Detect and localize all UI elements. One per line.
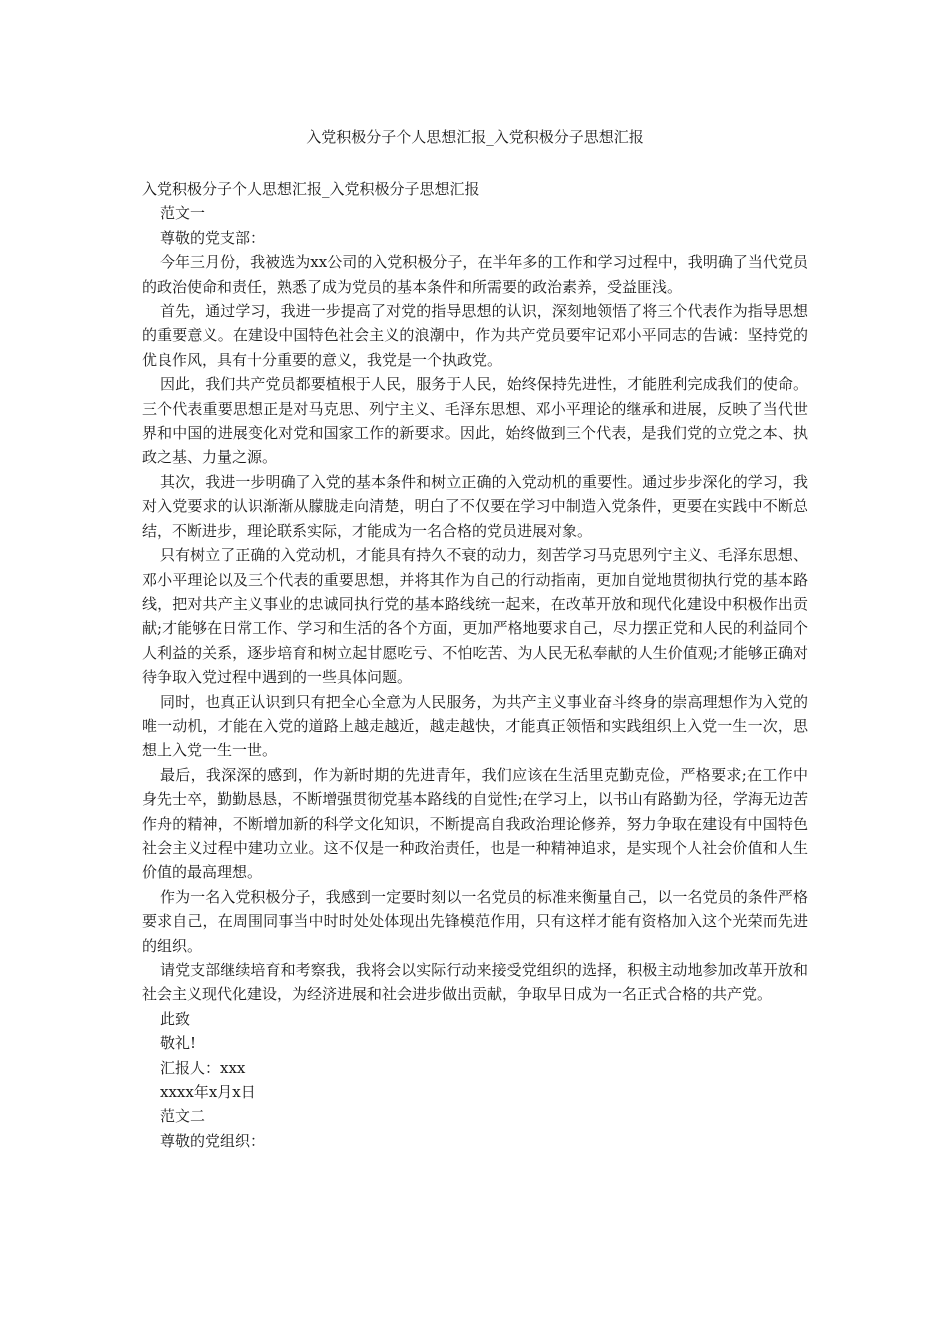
body-paragraph: 同时，也真正认识到只有把全心全意为人民服务，为共产主义事业奋斗终身的崇高理想作为入党的唯一动机，才能在入党的道路上越走越近，越走越快，才能真正领悟和实践组织上入党一生一次，思想上入党一生一世。 bbox=[142, 692, 808, 760]
body-paragraph: 其次，我进一步明确了入党的基本条件和树立正确的入党动机的重要性。通过步步深化的学习，我对入党要求的认识渐渐从朦胧走向清楚，明白了不仅要在学习中制造入党条件，更要在实践中不断总结，不断进步，理论联系实际，才能成为一名合格的党员进展对象。 bbox=[142, 472, 808, 540]
document-body bbox=[142, 177, 808, 1153]
closing-line: 此致 bbox=[160, 1009, 191, 1028]
closing-salute: 敬礼! bbox=[160, 1034, 197, 1053]
section-label-sample-two: 范文二 bbox=[160, 1107, 206, 1126]
document-title: 入党积极分子个人思想汇报_入党积极分子思想汇报 bbox=[306, 128, 644, 146]
body-paragraph: 最后，我深深的感到，作为新时期的先进青年，我们应该在生活里克勤克俭，严格要求;在工作中身先士卒，勤勤恳恳，不断增强贯彻党基本路线的自觉性;在学习上，以书山有路勤为径，学海无边苦作舟的精神，不断增加新的科学文化知识，不断提高自我政治理论修养，努力争取在建设有中国特色社会主义过程中建功立业。这不仅是一种政治责任，也是一种精神追求，是实现个人社会价值和人生价值的最高理想。 bbox=[142, 765, 808, 882]
body-paragraph: 请党支部继续培育和考察我，我将会以实际行动来接受党组织的选择，积极主动地参加改革开放和社会主义现代化建设，为经济进展和社会进步做出贡献，争取早日成为一名正式合格的共产党。 bbox=[142, 961, 808, 1004]
body-paragraph: 首先，通过学习，我进一步提高了对党的指导思想的认识，深刻地领悟了将三个代表作为指导思想的重要意义。在建设中国特色社会主义的浪潮中，作为共产党员要牢记邓小平同志的告诫：坚持党的优良作风，具有十分重要的意义，我党是一个执政党。 bbox=[142, 302, 808, 369]
salutation: 尊敬的党支部： bbox=[160, 228, 266, 247]
salutation: 尊敬的党组织： bbox=[160, 1131, 266, 1150]
date-line: xxxx年x月x日 bbox=[160, 1083, 256, 1102]
body-paragraph: 作为一名入党积极分子，我感到一定要时刻以一名党员的标准来衡量自己，以一名党员的条件严格要求自己，在周围同事当中时时处处体现出先锋模范作用，只有这样才能有资格加入这个光荣而先进的组织。 bbox=[142, 887, 808, 955]
body-paragraph: 因此，我们共产党员都要植根于人民，服务于人民，始终保持先进性，才能胜利完成我们的使命。三个代表重要思想正是对马克思、列宁主义、毛泽东思想、邓小平理论的继承和进展，反映了当代世界和中国的进展变化对党和国家工作的新要求。因此，始终做到三个代表，是我们党的立党之本、执政之基、力量之源。 bbox=[142, 375, 808, 467]
reporter-line: 汇报人：xxx bbox=[160, 1058, 246, 1077]
section-label-sample-one: 范文一 bbox=[160, 204, 206, 223]
body-paragraph: 只有树立了正确的入党动机，才能具有持久不衰的动力，刻苦学习马克思列宁主义、毛泽东思想、邓小平理论以及三个代表的重要思想，并将其作为自己的行动指南，更加自觉地贯彻执行党的基本路线，把对共产主义事业的忠诚同执行党的基本路线统一起来，在改革开放和现代化建设中积极作出贡献;才能够在日常工作、学习和生活的各个方面，更加严格地要求自己，尽力摆正党和人民的利益同个人利益的关系，逐步培育和树立起甘愿吃亏、不怕吃苦、为人民无私奉献的人生价值观;才能够正确对待争取入党过程中遇到的一些具体问题。 bbox=[142, 546, 808, 687]
body-paragraph: 今年三月份，我被选为xx公司的入党积极分子，在半年多的工作和学习过程中，我明确了当代党员的政治使命和责任，熟悉了成为党员的基本条件和所需要的政治素养，受益匪浅。 bbox=[142, 253, 808, 296]
document-heading-line: 入党积极分子个人思想汇报_入党积极分子思想汇报 bbox=[142, 180, 480, 198]
